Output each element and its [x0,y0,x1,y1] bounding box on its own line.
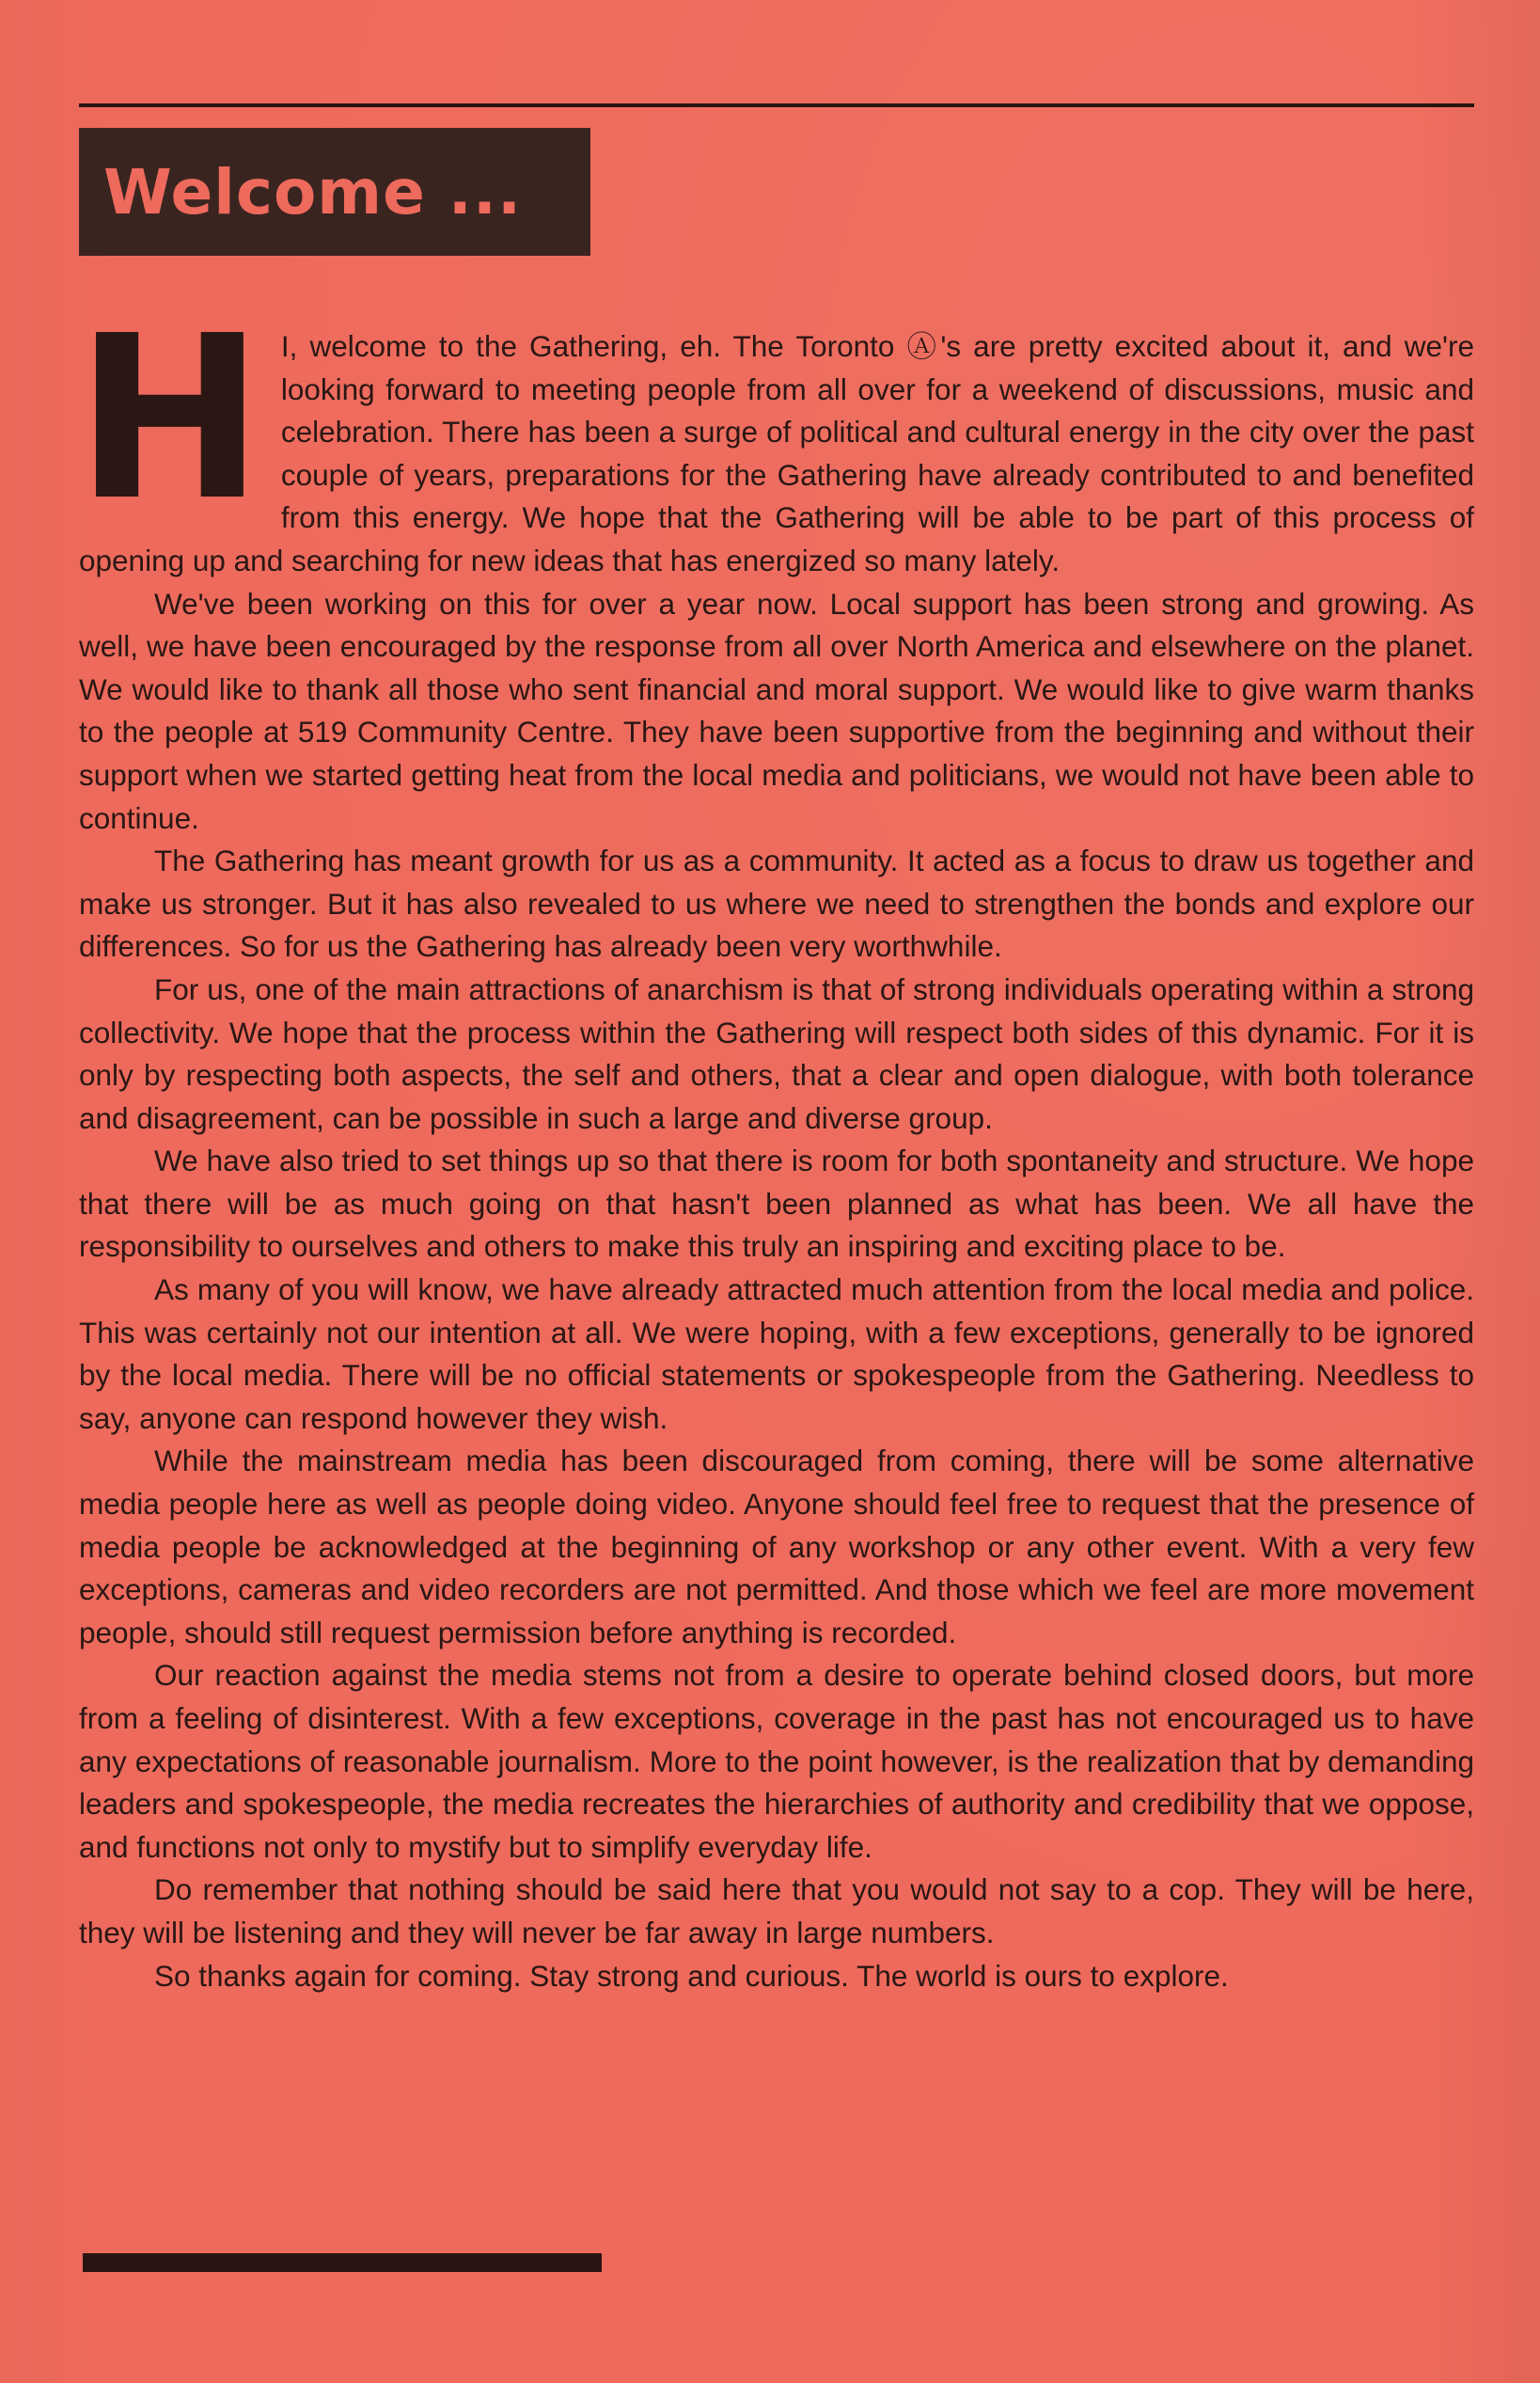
paragraph-8: Our reaction against the media stems not from a desire to operate behind closed doors, but more from a feeling of disinterest. With a few exceptions, coverage in the past has not encouraged us to have any expectations of reasonable journalism. More to the point however, is the realization that by demanding leaders and spokespeople, the media recreates the hierarchies of authority and credibility that we oppose, and functions not only to mystify but to simplify everyday life. [79,1658,1474,1864]
page-title: Welcome ... [103,155,523,229]
paragraph-5: We have also tried to set things up so that there is room for both spontaneity and structure. We hope that there will be as much going on that hasn't been planned as what has been. We all have the responsibility to ourselves and others to make this truly an inspiring and exciting place to be. [79,1144,1474,1264]
paragraph-7: While the mainstream media has been discouraged from coming, there will be some alternative media people here as well as people doing video. Anyone should feel free to request that the presence of media people be acknowledged at the beginning of any workshop or any other event. With a very few exceptions, cameras and video recorders are not permitted. And those which we feel are more movement people, should still request permission before anything is recorded. [79,1444,1474,1649]
drop-cap: H [75,287,264,550]
paragraph-2: We've been working on this for over a year now. Local support has been strong and growing. As well, we have been encouraged by the response from all over North America and elsewhere on the planet. We would like to thank all those who sent financial and moral support. We would like to give warm thanks to the people at 519 Community Centre. They have been supportive from the beginning and without their support when we started getting heat from the local media and politicians, we would not have been able to continue. [79,586,1474,835]
article-body [75,287,1474,1997]
paragraph-9: Do remember that nothing should be said here that you would not say to a cop. They will be here, they will be listening and they will never be far away in large numbers. [79,1872,1474,1949]
paragraph-6: As many of you will know, we have already attracted much attention from the local media and police. This was certainly not our intention at all. We were hoping, with a few exceptions, generally to be ignored by the local media. There will be no official statements or spokespeople from the Gathering. Needless to say, anyone can respond however they wish. [79,1272,1474,1435]
paragraph-3: The Gathering has meant growth for us as a community. It acted as a focus to draw us together and make us stronger. But it has also revealed to us where we need to strengthen the bonds and explore our differences. So for us the Gathering has already been very worthwhile. [79,844,1474,964]
paragraph-1 [75,287,1474,583]
bottom-rule [83,2253,602,2272]
paragraph-1-text: I, welcome to the Gathering, eh. The Toronto Ⓐ's are pretty excited about it, and we're looking forward to meeting people from all over for a weekend of discussions, music and celebration. There has been a surge of political and cultural energy in the city over the past couple of years, preparations for the Gathering have already contributed to and benefited from this energy. We hope that the Gathering will be able to be part of this process of opening up and searching for new ideas that has energized so many lately. [79,329,1474,577]
title-banner [79,128,590,256]
paragraph-10: So thanks again for coming. Stay strong and curious. The world is ours to explore. [154,1958,1229,1993]
paragraph-4: For us, one of the main attractions of anarchism is that of strong individuals operating within a strong collectivity. We hope that the process within the Gathering will respect both sides of this dynamic. For it is only by respecting both aspects, the self and others, that a clear and open dialogue, with both tolerance and disagreement, can be possible in such a large and diverse group. [79,971,1474,1135]
top-rule [79,103,1474,107]
